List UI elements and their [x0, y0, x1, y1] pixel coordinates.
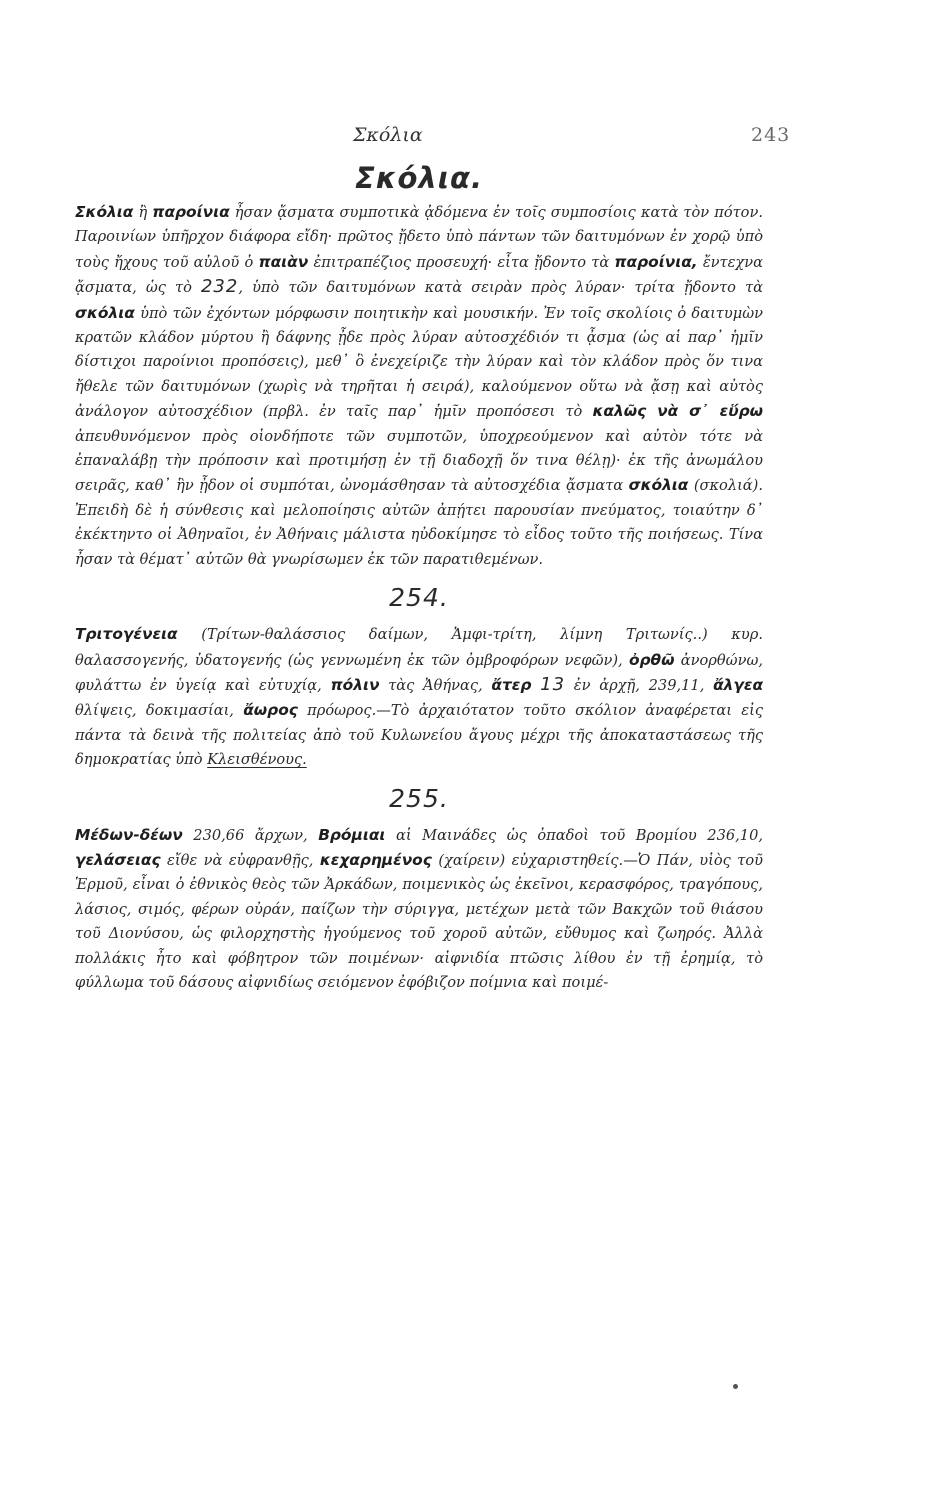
headword: παροίνια: [152, 203, 230, 221]
text-run: (χαίρειν) εὐχαριστηθείς.—Ὁ Πάν, υἱὸς τοῦ Ἑρμοῦ, εἶναι ὁ ἐθνικὸς θεὸς τῶν Ἀρκάδων, ποιμενικὸς ὡς ἐκεῖνοι, κερασφόρος, τραγόπους, λάσιος, σιμός, φέρων οὐράν, παίζων τὴν σύριγγα, μετέχων μετὰ τῶν Βακχῶν τοῦ θιάσου τοῦ Διονύσου, ὡς φιλορχηστὴς ἡγούμενος τοῦ χοροῦ αὐτῶν, εὔθυμος καὶ ζωηρός. Ἀλλὰ πολλάκις ἦτο καὶ φόβητρον τῶν ποιμένων· αἰφνιδία πτῶσις λίθου ἐν τῇ ἐρημίᾳ, τὸ φύλλωμα τοῦ δάσους αἰφνιδίως σειόμενον ἐφόβιζον ποίμνια καὶ ποιμέ-: [75, 851, 764, 991]
page-number: 243: [751, 124, 791, 146]
headword: Τριτογένεια: [75, 625, 178, 644]
text-run: [531, 677, 540, 694]
text-run: (σκολιά). Ἐπειδὴ δὲ ἡ σύνθεσις καὶ μελοποίησις αὐτῶν ἀπῄτει παρουσίαν πνεύματος, τοιαύτην δ᾽ ἐκέκτηντο οἱ Ἀθηναῖοι, ἐν Ἀθήναις μάλιστα ηὐδοκίμησε τὸ εἶδος τοῦτο τῆς ποιήσεως. Τίνα ἦσαν τὰ θέματ᾽ αὐτῶν θὰ γνωρίσωμεν ἐκ τῶν παρατιθεμένων.: [75, 477, 763, 568]
headword: γελάσειας: [75, 850, 161, 869]
headword: σκόλια: [75, 303, 135, 322]
text-run: εἴθε νὰ εὐφρανθῇς,: [160, 851, 320, 869]
text-run: (Τρίτων-θαλάσσιος δαίμων, Ἀμφι-τρίτη, λίμνη Τριτωνίς..) κυρ. θαλασσογενής, ὑδατογενής (ὡς γεννωμένη ἐκ τῶν ὀμβροφόρων νεφῶν),: [75, 626, 763, 669]
headword: ἄλγεα: [713, 675, 764, 694]
text-run: ἔντεχνα ᾄσματα, ὡς τὸ: [75, 253, 763, 297]
text-run: ἐπιτραπέζιος προσευχή· εἶτα ᾔδοντο τὰ: [308, 253, 615, 271]
reference-number: 232: [200, 276, 239, 298]
intro-paragraph: [75, 200, 763, 572]
text-run: ἐν ἀρχῇ, 239,11,: [565, 676, 714, 694]
ink-dot: [733, 1384, 738, 1389]
headword: κεχαρημένος: [319, 850, 432, 869]
text-run: αἱ Μαινάδες ὡς ὀπαδοὶ τοῦ Βρομίου 236,10,: [385, 826, 764, 844]
page-body: [75, 160, 763, 995]
text-run: ἢ: [133, 204, 153, 221]
text-run: ἀνορθώνω, φυλάττω ἐν ὑγείᾳ καὶ εὐτυχίᾳ,: [75, 651, 763, 694]
entry-number-255: 255.: [389, 783, 449, 813]
text-run: ἀπευθυνόμενον πρὸς οἱονδήποτε τῶν συμποτῶν, ὑποχρεούμενον καὶ αὐτὸν τότε νὰ ἐπαναλάβῃ τὴν πρόποσιν καὶ προτιμήσῃ ἐν τῇ διαδοχῇ ὅν τινα θέλῃ)· ἐκ τῆς ἀνωμάλου σειρᾶς, καθ᾽ ἣν ᾖδον οἱ συμπόται, ὠνομάσθησαν τὰ αὐτοσχέδια ᾄσματα: [75, 427, 763, 495]
headword: ἄτερ: [491, 675, 532, 694]
headword: πόλιν: [330, 675, 380, 694]
entry-254-paragraph: [75, 622, 763, 772]
running-title: Σκόλια: [353, 124, 423, 146]
entry-number-254: 254.: [389, 583, 449, 613]
headword: καλῶς νὰ σ᾽ εὕρω: [592, 402, 763, 421]
headword: ὀρθῶ: [628, 650, 675, 669]
text-run: ὑπὸ τῶν ἐχόντων μόρφωσιν ποιητικὴν καὶ μουσικήν. Ἐν τοῖς σκολίοις ὁ δαιτυμὼν κρατῶν κλάδον μύρτου ἢ δάφνης ᾖδε πρὸς λύραν αὐτοσχέδιόν τι ᾆσμα (ὡς αἱ παρ᾽ ἡμῖν δίστιχοι παροίνιοι προπόσεις), μεθ᾽ ὃ ἐνεχείριζε τὴν λύραν καὶ τὸν κλάδον πρὸς ὅν τινα ἤθελε τῶν δαιτυμόνων (χωρὶς νὰ τηρῆται ἡ σειρά), καλούμενον οὕτω νὰ ᾄσῃ καὶ αὐτὸς ἀνάλογον αὐτοσχέδιον (πρβλ. ἐν ταῖς παρ᾽ ἡμῖν προπόσεσι τὸ: [75, 304, 763, 421]
headword: παιὰν: [258, 252, 309, 271]
headword: σκόλια: [628, 476, 689, 495]
entry-255-paragraph: [75, 823, 763, 996]
section-title: Σκόλια.: [355, 161, 483, 195]
headword: παροίνια,: [614, 252, 698, 271]
text-run: ἦσαν ᾄσματα συμποτικὰ ᾀδόμενα ἐν τοῖς συμποσίοις κατὰ τὸν πότον. Παροινίων ὑπῆρχον διάφορα εἴδη· πρῶτος ᾔδετο ὑπὸ πάντων τῶν δαιτυμόνων ἐν χορῷ ὑπὸ τοὺς ἤχους τοῦ αὐλοῦ ὁ: [75, 204, 763, 271]
reference-number: 13: [540, 673, 566, 695]
text-run: πρόωρος.—Τὸ ἀρχαιότατον τοῦτο σκόλιον ἀναφέρεται εἰς πάντα τὰ δεινὰ τῆς πολιτείας ἀπὸ τοῦ Κυλωνείου ἄγους μέχρι τῆς ἀποκαταστάσεως τῆς δημοκρατίας ὑπὸ: [75, 702, 763, 769]
headword: ἄωρος: [243, 701, 298, 720]
text-run: θλίψεις, δοκιμασίαι,: [75, 702, 244, 720]
running-head: [0, 124, 931, 148]
underlined-name: Κλεισθένους.: [207, 751, 307, 769]
headword: Μέδων-δέων: [75, 825, 183, 844]
text-run: , ὑπὸ τῶν δαιτυμόνων κατὰ σειρὰν πρὸς λύραν· τρίτα ᾔδοντο τὰ: [238, 279, 764, 297]
headword: Σκόλια: [75, 203, 134, 221]
text-run: 230,66 ἄρχων,: [182, 826, 319, 844]
text-run: τὰς Ἀθήνας,: [379, 676, 492, 694]
headword: Βρόμιαι: [318, 825, 386, 844]
